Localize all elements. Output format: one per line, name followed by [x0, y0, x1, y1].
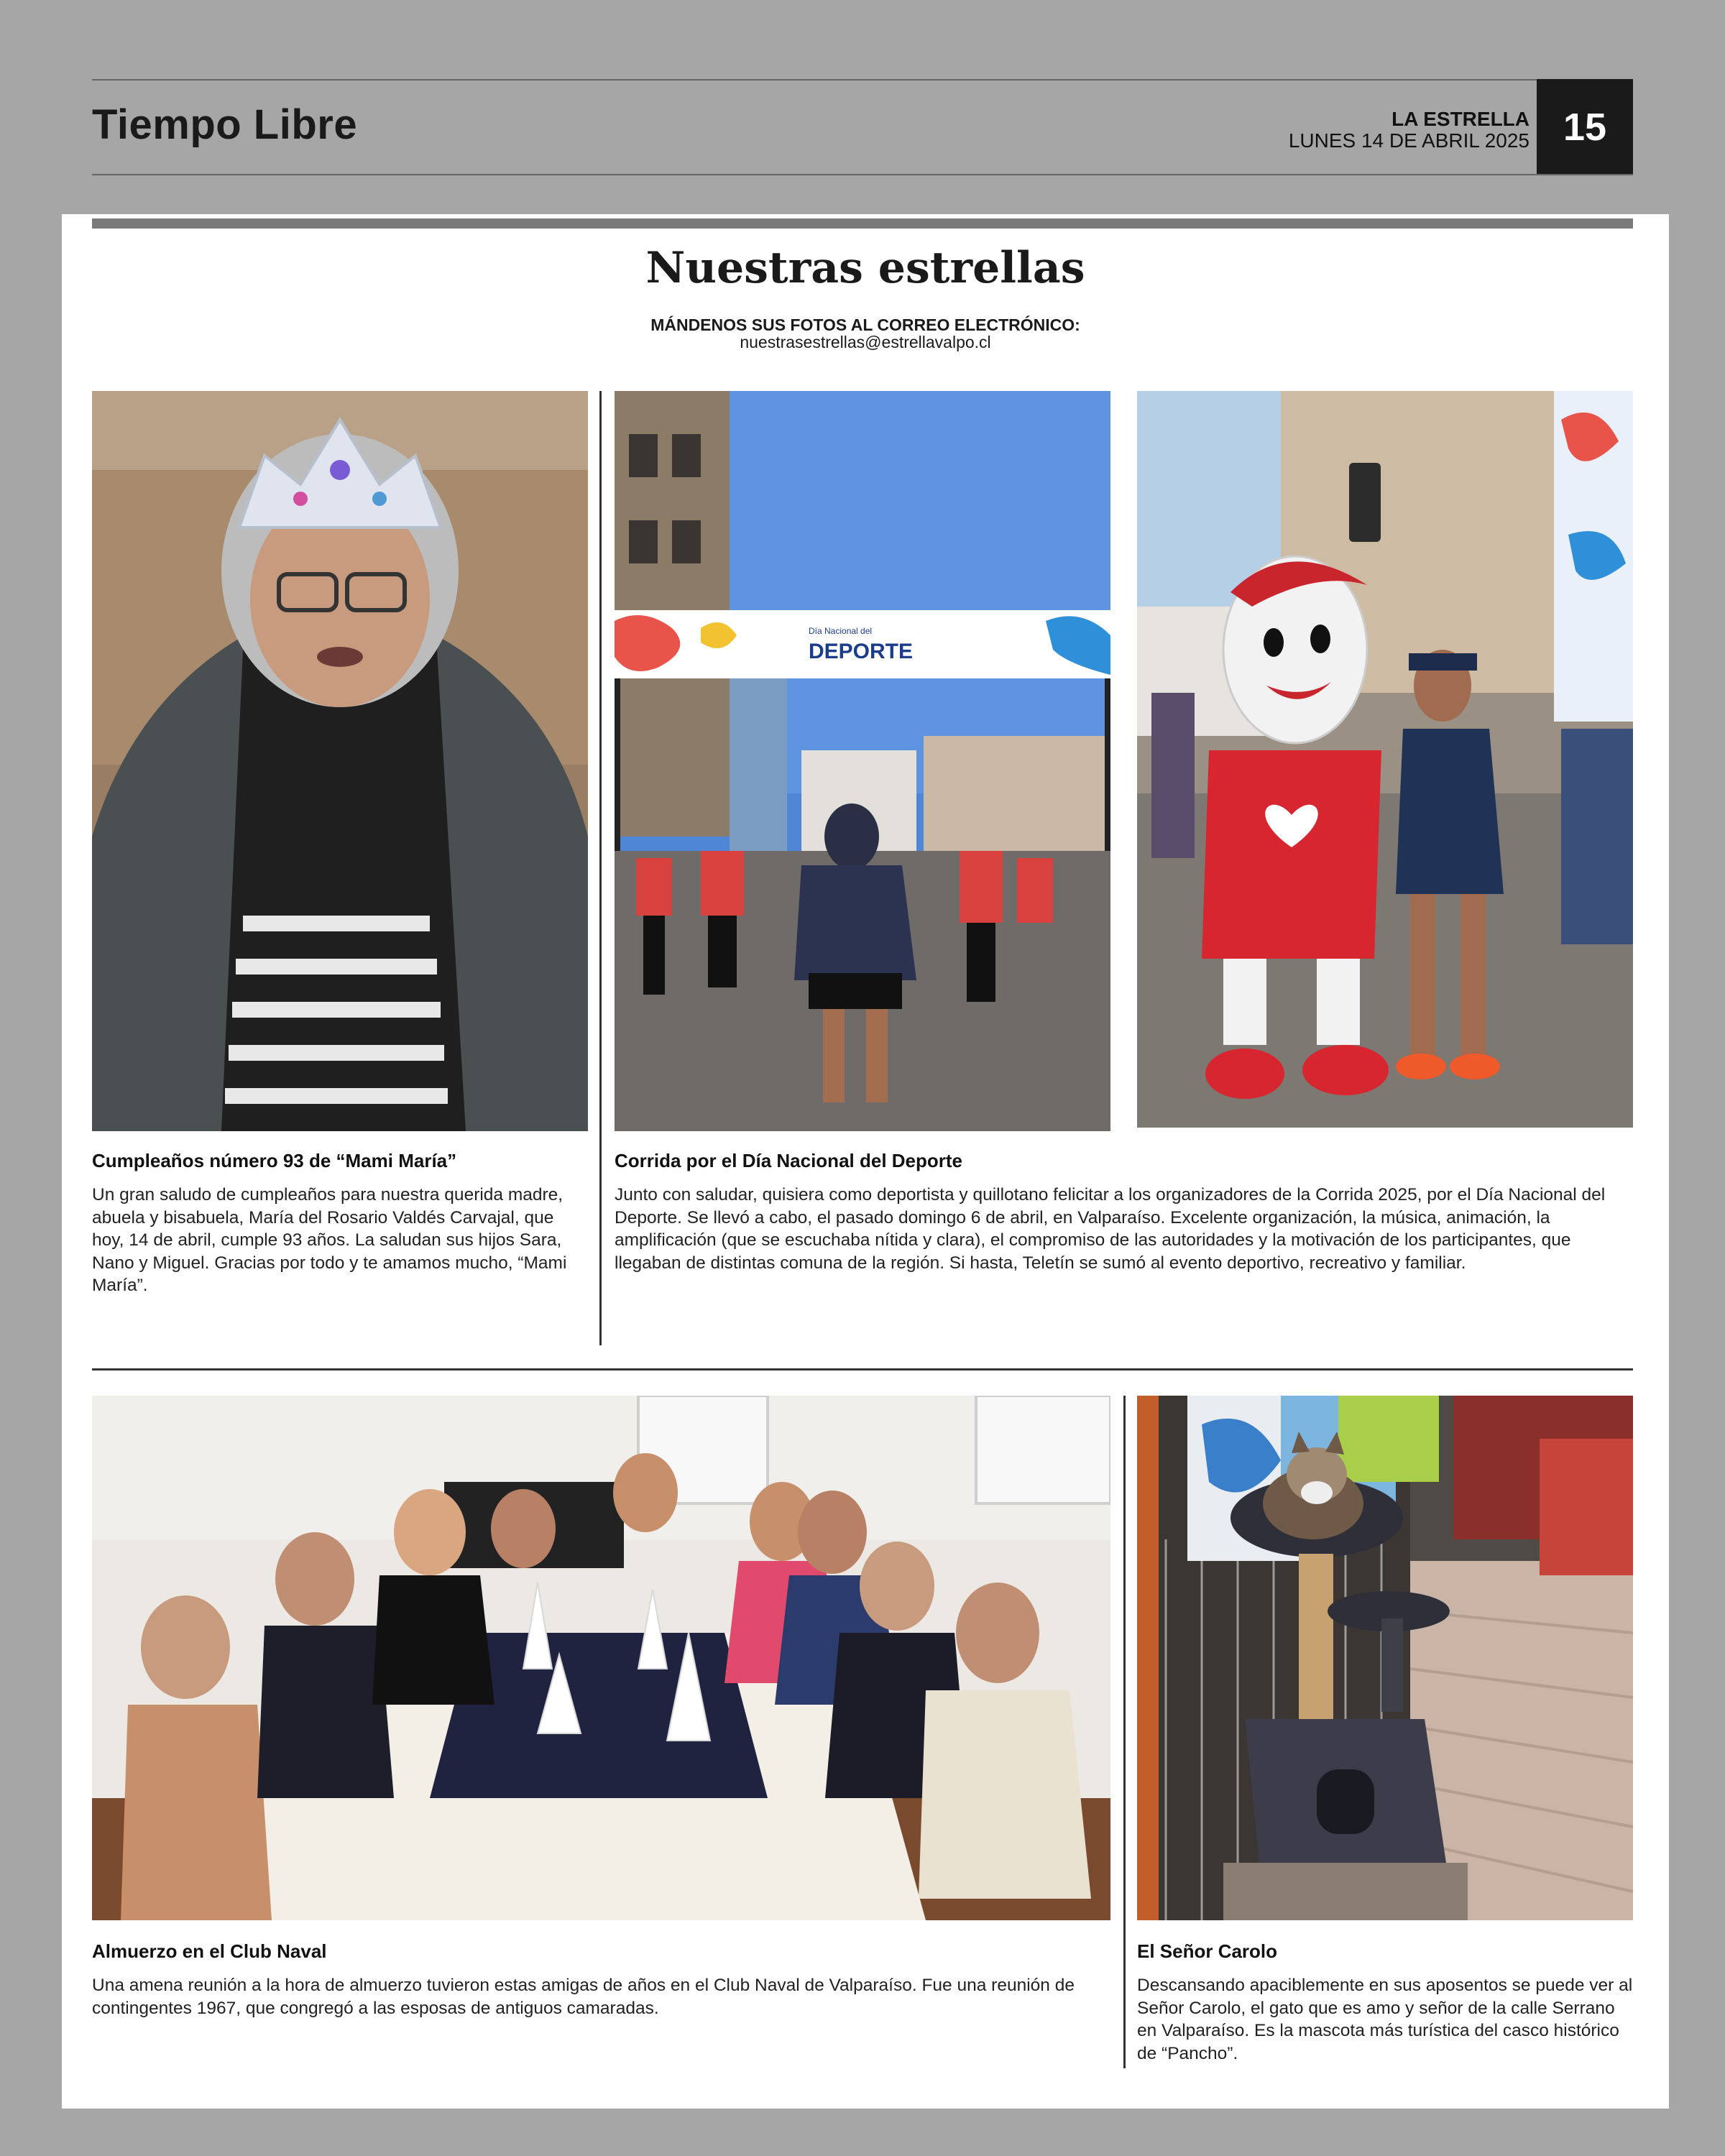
photo-club-naval-lunch: [92, 1396, 1110, 1920]
cat-illustration: [1137, 1396, 1633, 1920]
subtitle-email: nuestrasestrellas@estrellavalpo.cl: [740, 333, 991, 352]
page-subtitle: [62, 316, 1669, 351]
story-3-title: Almuerzo en el Club Naval: [92, 1940, 327, 1962]
story-4-title: El Señor Carolo: [1137, 1940, 1278, 1962]
story-1-title: Cumpleaños número 93 de “Mami María”: [92, 1150, 457, 1171]
story-2-title: Corrida por el Día Nacional del Deporte: [615, 1150, 962, 1171]
header-bottom-rule: [92, 174, 1633, 175]
page-top-bar: [92, 218, 1633, 229]
grandmother-illustration: [92, 391, 588, 1131]
masthead: [1289, 109, 1530, 151]
photo-birthday-grandmother: [92, 391, 588, 1131]
story-3-body: Una amena reunión a la hora de almuerzo tuvieron estas amigas de años en el Club Naval de Valparaíso. Fue una reunión de contingentes 1967, que congregó a las esposas de antiguos camaradas.: [92, 1976, 1075, 2018]
mascot-illustration: [1137, 391, 1633, 1128]
story-1-body: Un gran saludo de cumpleaños para nuestra querida madre, abuela y bisabuela, María del Rosario Valdés Carvajal, que hoy, 14 de abril, cumple 93 años. La saludan sus hijos Sara, Nano y Miguel. Gracias por todo y te amamos mucho, “Mami María”.: [92, 1185, 567, 1295]
subtitle-instruction: MÁNDENOS SUS FOTOS AL CORREO ELECTRÓNICO:: [650, 315, 1080, 334]
column-rule-top: [599, 391, 602, 1345]
story-4-body: Descansando apaciblemente en sus aposentos se puede ver al Señor Carolo, el gato que es amo y señor de la calle Serrano en Valparaíso. Es la mascota más turística del casco histórico de “Pancho”.: [1137, 1976, 1633, 2063]
newspaper-name: LA ESTRELLA: [1392, 108, 1530, 130]
photo-mascot-teleton: [1137, 391, 1633, 1128]
banner-small-text: Día Nacional del: [809, 626, 873, 636]
lunch-illustration: [92, 1396, 1110, 1920]
section-title: Tiempo Libre: [92, 101, 358, 148]
page-title: Nuestras estrellas: [645, 243, 1085, 293]
photo-cat-senor-carolo: [1137, 1396, 1633, 1920]
page-number: 15: [1537, 79, 1633, 175]
banner-main-text: DEPORTE: [809, 640, 914, 663]
row-separator: [92, 1368, 1633, 1370]
column-rule-bottom: [1123, 1396, 1126, 2068]
issue-date: LUNES 14 DE ABRIL 2025: [1288, 129, 1530, 152]
race-illustration: [615, 391, 1110, 1131]
photo-race-banner: [615, 391, 1110, 1131]
page-sheet: [62, 214, 1669, 2109]
header-top-rule: [92, 79, 1633, 80]
story-2-body: Junto con saludar, quisiera como deportista y quillotano felicitar a los organizadores de la Corrida 2025, por el Día Nacional del Deporte. Se llevó a cabo, el pasado domingo 6 de abril, en Valparaíso. Excelente organización, la música, animación, la amplificación (que se escuchaba nítida y clara), el compromiso de las autoridades y la motivación de los participantes, que llegaban de distintas comuna de la región. Si hasta, Teletín se sumó al evento deportivo, recreativo y familiar.: [615, 1185, 1606, 1273]
